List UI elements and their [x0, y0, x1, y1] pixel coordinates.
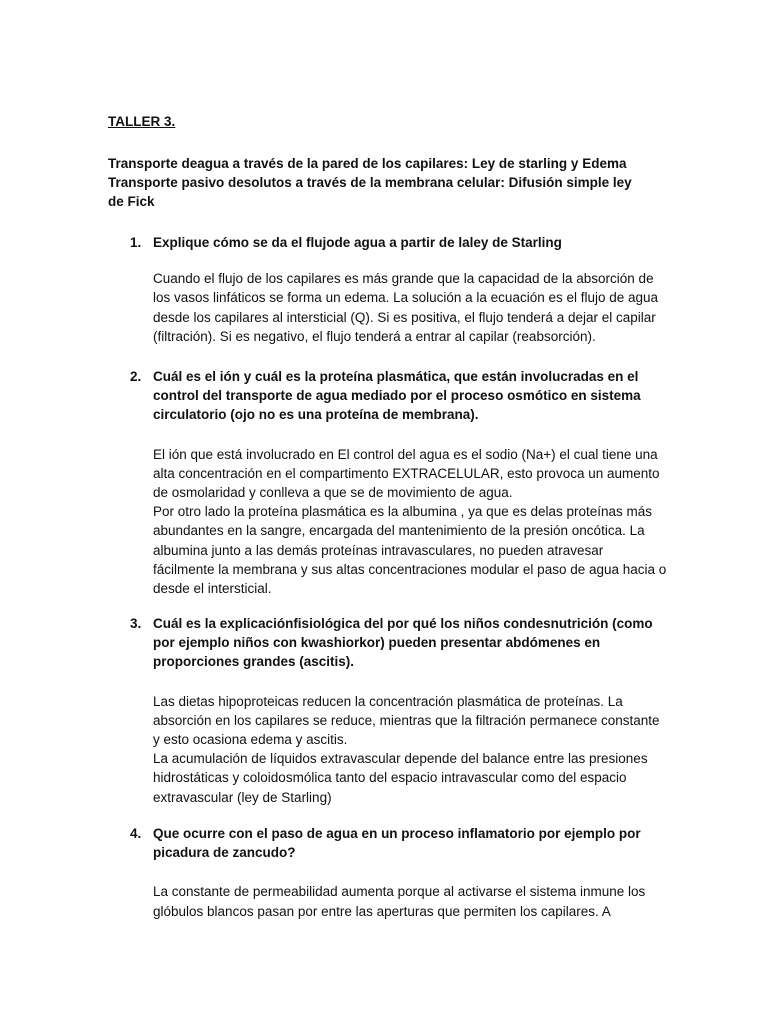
answer-paragraph: La constante de permeabilidad aumenta porque al activarse el sistema inmune los glóbulos blancos pasan por entre las aperturas que permiten los capilares. A [153, 884, 646, 919]
question-3 [108, 614, 668, 807]
answer-paragraph: El ión que está involucrado en El control del agua es el sodio (Na+) el cual tiene una alta concentración en el compartimento EXTRACELULAR, esto provoca un aumento de osmolaridad y conlleva a que se de movimiento de agua. [153, 446, 660, 501]
question-1 [108, 233, 668, 346]
document-title: TALLER 3. [108, 114, 176, 129]
question-number: 4. [130, 826, 142, 841]
answer-text [153, 882, 668, 920]
answer-paragraph: Cuando el flujo de los capilares es más grande que la capacidad de la absorción de los vasos linfáticos se forma un edema. La solución a la ecuación es el flujo de agua desde los capilares al intersticial (Q). Si es positiva, el flujo tenderá a dejar el capilar (filtración). Si es negativo, el flujo tenderá a entrar al capilar (reabsorción). [153, 271, 659, 344]
subtitle-line: Transporte deagua a través de la pared de los capilares: Ley de starling y Edema [108, 156, 627, 171]
question-text: Cuál es el ión y cuál es la proteína plasmática, que están involucradas en el control del transporte de agua mediado por el proceso osmótico en sistema circulatorio (ojo no es una proteína de membrana). [153, 369, 641, 423]
question-text: Cuál es la explicaciónfisiológica del por qué los niños condesnutrición (como por ejemplo niños con kwashiorkor) pueden presentar abdómenes en proporciones grandes (ascitis). [153, 616, 653, 670]
document-subtitle [108, 154, 648, 211]
question-number: 3. [130, 616, 142, 631]
answer-text [153, 692, 668, 807]
answer-paragraph: Por otro lado la proteína plasmática es la albumina , ya que es delas proteínas más abundantes en la sangre, encargada del mantenimiento de la presión oncótica. La albumina junto a las demás proteínas intravasculares, no pueden atravesar fácilmente la membrana y sus altas concentraciones modular el paso de agua hacia o desde el intersticial. [153, 504, 667, 597]
question-text: Que ocurre con el paso de agua en un proceso inflamatorio por ejemplo por picadura de zancudo? [153, 826, 641, 861]
question-number: 2. [130, 369, 142, 384]
answer-text [153, 269, 668, 346]
question-4 [108, 824, 668, 921]
answer-paragraph: Las dietas hipoproteicas reducen la concentración plasmática de proteínas. La absorción en los capilares se reduce, mientras que la filtración permanece constante y esto ocasiona edema y ascitis. [153, 693, 660, 748]
answer-text [153, 445, 668, 599]
subtitle-line: Transporte pasivo desolutos a través de la membrana celular: Difusión simple ley de Fick [108, 175, 632, 209]
question-text: Explique cómo se da el flujode agua a partir de laley de Starling [153, 235, 562, 250]
question-2 [108, 367, 668, 598]
question-number: 1. [130, 235, 142, 250]
answer-paragraph: La acumulación de líquidos extravascular depende del balance entre las presiones hidrostáticas y coloidosmólica tanto del espacio intravascular como del espacio extravascular (ley de Starling) [153, 751, 648, 805]
